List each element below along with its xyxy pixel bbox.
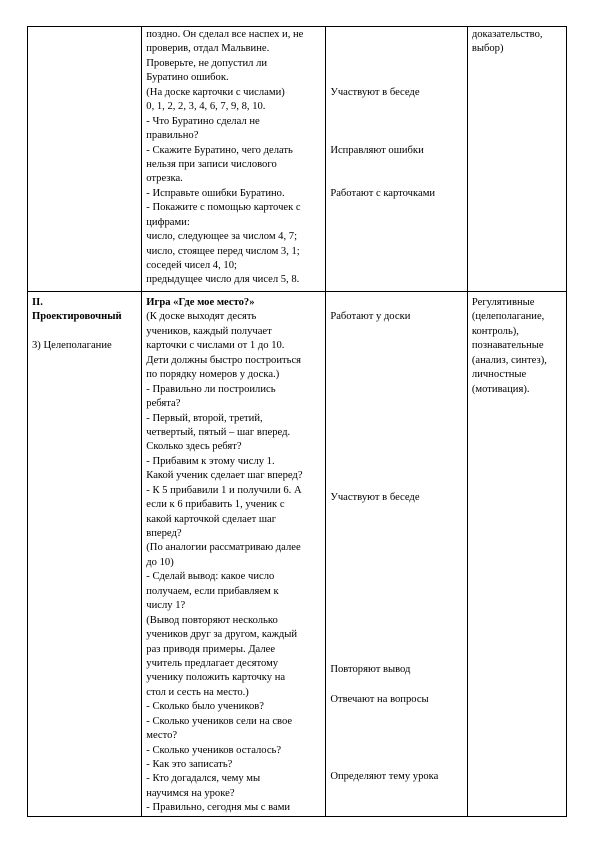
- activity-line: - Правильно ли построились: [146, 383, 276, 395]
- activity-line: учитель предлагает десятому: [146, 657, 279, 669]
- activity-line: какой карточкой сделает шаг: [146, 513, 277, 525]
- student-activity-cell: [326, 27, 468, 292]
- stage-cell: [28, 292, 142, 817]
- uud-line: познавательные: [471, 340, 544, 352]
- activity-line: - Исправьте ошибки Буратино.: [146, 187, 285, 199]
- teacher-activity-cell: [142, 292, 326, 817]
- activity-line: - К 5 прибавили 1 и получили 6. А: [146, 484, 302, 496]
- activity-line: карточки с числами от 1 до 10.: [146, 340, 285, 352]
- student-activity-text: Повторяют вывод: [330, 664, 411, 676]
- activity-line: числу 1?: [146, 600, 186, 612]
- student-activity-text: Отвечают на вопросы: [330, 693, 429, 705]
- game-title: Игра «Где мое место?»: [146, 297, 255, 308]
- activity-line: место?: [146, 730, 178, 742]
- teacher-activity-cell: [142, 27, 326, 292]
- student-activity-text: Работают у доски: [330, 311, 411, 323]
- activity-line: - Сколько учеников сели на свое: [146, 715, 293, 727]
- uud-line: Регулятивные: [471, 297, 535, 308]
- uud-line: доказательство,: [471, 29, 543, 40]
- activity-line: - Первый, второй, третий,: [146, 412, 263, 424]
- activity-line: число, стоящее перед числом 3, 1;: [146, 245, 300, 257]
- student-activity-text: Участвуют в беседе: [330, 491, 420, 503]
- uud-line: выбор): [471, 43, 504, 55]
- uud-line: личностные: [471, 369, 527, 381]
- activity-line: - Что Буратино сделал не: [146, 115, 260, 127]
- activity-line: предыдущее число для чисел 5, 8.: [146, 274, 300, 286]
- activity-line: - Как это записать?: [146, 759, 233, 770]
- stage-name: Проектировочный: [32, 311, 122, 323]
- stage-cell: [28, 27, 142, 292]
- activity-line: Какой ученик сделает шаг вперед?: [146, 470, 303, 482]
- student-activity-text: Исправляют ошибки: [330, 144, 424, 156]
- uud-cell: [467, 27, 566, 292]
- uud-cell: [467, 292, 566, 817]
- activity-line: 0, 1, 2, 2, 3, 4, 6, 7, 9, 8, 10.: [146, 101, 266, 113]
- table-row: [28, 27, 567, 292]
- student-activity-cell: [326, 292, 468, 817]
- student-activity-text: Участвуют в беседе: [330, 86, 420, 98]
- activity-line: (К доске выходят десять: [146, 311, 257, 323]
- activity-line: (По аналогии рассматриваю далее: [146, 542, 301, 554]
- activity-line: научимся на уроке?: [146, 787, 235, 799]
- activity-line: до 10): [146, 556, 174, 568]
- uud-line: (анализ, синтез),: [471, 354, 547, 366]
- activity-line: нельзя при записи числового: [146, 158, 277, 170]
- activity-line: раз приводя примеры. Далее: [146, 643, 276, 655]
- activity-line: Сколько здесь ребят?: [146, 441, 242, 453]
- student-activity-text: Работают с карточками: [330, 187, 436, 199]
- activity-line: - Покажите с помощью карточек с: [146, 202, 301, 214]
- activity-line: Дети должны быстро построиться: [146, 354, 302, 366]
- activity-line: если к 6 прибавить 1, ученик с: [146, 499, 285, 511]
- activity-line: вперед?: [146, 528, 182, 539]
- activity-line: - Сколько учеников осталось?: [146, 744, 282, 756]
- activity-line: по порядку номеров у доска.): [146, 369, 280, 381]
- uud-line: контроль),: [471, 325, 519, 337]
- activity-line: получаем, если прибавляем к: [146, 585, 279, 597]
- activity-line: ребята?: [146, 398, 181, 410]
- lesson-plan-table: [27, 26, 567, 817]
- student-activity-text: Определяют тему урока: [330, 771, 439, 783]
- activity-line: правильно?: [146, 130, 199, 142]
- activity-line: соседей чисел 4, 10;: [146, 260, 237, 271]
- uud-line: (целеполагание,: [471, 311, 545, 323]
- activity-line: стол и сесть на место.): [146, 686, 249, 698]
- activity-line: - Правильно, сегодня мы с вами: [146, 802, 291, 814]
- activity-line: (Вывод повторяют несколько: [146, 614, 278, 626]
- uud-line: (мотивация).: [471, 383, 530, 395]
- activity-line: учеников друг за другом, каждый: [146, 629, 298, 641]
- activity-line: отрезка.: [146, 173, 183, 185]
- activity-line: (На доске карточки с числами): [146, 86, 285, 98]
- activity-line: - Сделай вывод: какое число: [146, 571, 275, 583]
- activity-line: цифрами:: [146, 216, 190, 228]
- activity-line: четвертый, пятый – шаг вперед.: [146, 426, 291, 438]
- activity-line: число, следующее за числом 4, 7;: [146, 231, 298, 243]
- activity-line: Проверьте, не допустил ли: [146, 57, 268, 69]
- activity-line: - Скажите Буратино, чего делать: [146, 144, 293, 156]
- activity-line: поздно. Он сделал все наспех и, не: [146, 29, 304, 40]
- activity-line: учеников, каждый получает: [146, 325, 272, 337]
- activity-line: проверив, отдал Мальвине.: [146, 43, 270, 55]
- table-row: [28, 292, 567, 817]
- stage-title: II.: [32, 297, 43, 308]
- activity-line: - Прибавим к этому числу 1.: [146, 455, 275, 467]
- activity-line: - Кто догадался, чему мы: [146, 773, 261, 785]
- activity-line: ученику положить карточку на: [146, 672, 286, 684]
- substage-label: 3) Целеполагание: [32, 340, 112, 352]
- activity-line: - Сколько было учеников?: [146, 701, 264, 713]
- activity-line: Буратино ошибок.: [146, 72, 229, 84]
